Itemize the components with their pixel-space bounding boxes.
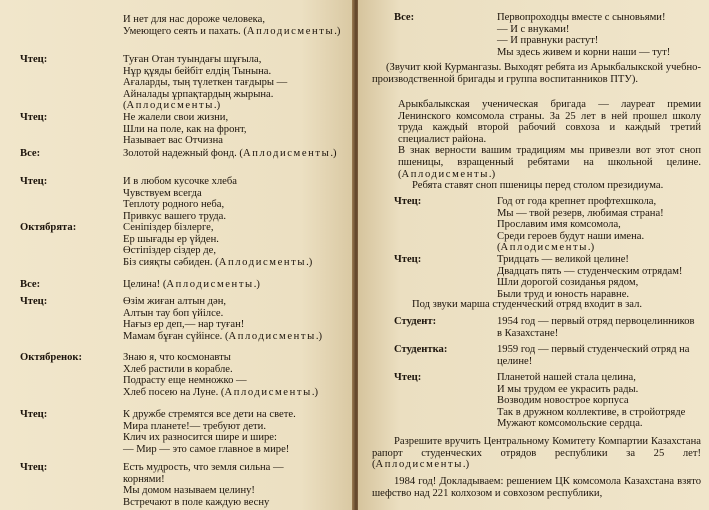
verse-text: Первопроходцы вместе с сыновьями! — И с внуками! — И правнуки растут! Мы здесь живем и корни наши — тут! xyxy=(497,12,671,58)
speaker-label: Студент: xyxy=(394,316,437,327)
verse-text: 1959 год — первый студенческий отряд на целине! xyxy=(497,344,690,367)
stage-direction: Под звуки марша студенческий отряд входит в зал. xyxy=(412,299,643,310)
speaker-label: Все: xyxy=(20,279,41,290)
speaker-label: Чтец: xyxy=(20,462,48,473)
verse-text: Знаю я, что космонавты Хлеб растили в корабле. Подрасту еще немножко — Хлеб посею на Луне. (Аплодисменты.) xyxy=(123,352,319,398)
speaker-label: Чтец: xyxy=(20,112,48,123)
speaker-label: Октябренок: xyxy=(20,352,83,363)
verse-text: К дружбе стремятся все дети на свете. Мира планете!— требуют дети. Клич их разносится шире и шире: — Мир — это самое главное в мире! xyxy=(123,409,296,455)
speech-paragraph: Арыкбалыкская ученическая бригада — лауреат премии Ленинского комсомола страны. За 25 лет в ней прошел школу труда каждый второй рабочий совхоза и каждый третий специалист района. В знак верности вашим традициям мы привезли вот этот сноп пшеницы, взращенный ребятами на школьной целине. (Аплодисменты.) xyxy=(398,99,701,180)
applause-cue: Аплодисменты xyxy=(500,242,588,254)
right-page xyxy=(358,0,709,510)
speaker-label: Чтец: xyxy=(20,176,48,187)
speaker-label: Чтец: xyxy=(20,296,48,307)
applause-cue: Аплодисменты xyxy=(126,100,214,112)
verse-text: Планетой нашей стала целина, И мы трудом ее украсить рады. Возводим новострое корпуса Так в дружном коллективе, в стройотряде Мужают комсомольские сердца. xyxy=(497,372,686,430)
verse-text: Не жалели свои жизни, Шли на поле, как на фронт, Называет вас Отчизна xyxy=(123,112,247,147)
verse-text: Золотой надежный фонд. (Аплодисменты.) xyxy=(123,148,337,159)
speech-paragraph: 1984 год! Докладываем: решением ЦК комсомола Казахстана взято шефство над 221 колхозом и совхозом республики, xyxy=(372,476,701,499)
speech-paragraph: Разрешите вручить Центральному Комитету Компартии Казахстана рапорт студенческих отрядов республики за 25 лет! (Аплодисменты.) xyxy=(372,436,701,471)
applause-cue: Аплодисменты xyxy=(224,386,312,398)
verse-text: Тридцать — великой целине! Двадцать пять — студенческим отрядам! Шли дорогой созиданья рядом, Были труд и юность наравне. xyxy=(497,254,683,300)
applause-cue: Аплодисменты xyxy=(218,256,307,268)
speaker-label: Чтец: xyxy=(20,54,48,65)
verse-text: И в любом кусочке хлеба Чувствуем всегда Теплоту родного неба, Привкус вашего труда. xyxy=(123,176,237,222)
applause-cue: Аплодисменты xyxy=(228,330,316,342)
stage-direction: Ребята ставят сноп пшеницы перед столом президиума. xyxy=(412,180,664,191)
verse-text: Туған Отан туындағы шұғыла, Нұр құяды бейбіт елдің Тынына. Ағаларды, тың түлеткен тағдыры — Айналады ұрпақтардың жырына. (Аплодисменты.) xyxy=(123,54,288,112)
speaker-label: Чтец: xyxy=(20,409,48,420)
verse-text: Целина! (Аплодисменты.) xyxy=(123,279,260,290)
speaker-label: Октябрята: xyxy=(20,222,77,233)
applause-cue: Аплодисменты xyxy=(401,168,489,180)
verse-text: Есть мудрость, что земля сильна — корнями! Мы домом называем целину! Встречают в поле каждую весну xyxy=(123,462,284,508)
verse-text: Өзім жиған алтын дән, Алтын тау боп үйілсе. Нағыз ер деп,— нар туған! Мамам бұған сүйінсе. (Аплодисменты.) xyxy=(123,296,323,342)
speaker-label: Студентка: xyxy=(394,344,448,355)
speaker-label: Все: xyxy=(20,148,41,159)
applause-cue: Аплодисменты xyxy=(375,459,463,471)
verse-text: 1954 год — первый отряд первоцелинников в Казахстане! xyxy=(497,316,695,339)
verse-text: Год от года крепнет профтехшкола, Мы — твой резерв, любимая страна! Прославим имя комсомола, Среди героев будут наши имена. (Аплодисменты.) xyxy=(497,196,664,254)
speaker-label: Чтец: xyxy=(394,372,422,383)
applause-cue: Аплодисменты xyxy=(166,279,254,290)
applause-cue: Аплодисменты xyxy=(246,25,335,37)
speaker-label: Все: xyxy=(394,12,415,23)
speaker-label: Чтец: xyxy=(394,254,422,265)
speaker-label: Чтец: xyxy=(394,196,422,207)
verse-text: Сеніпіздер бізлерге, Ер шығады ер үйден. Өстіпіздер сіздер де, Біз сияқты сәбиден. (Аплодисменты.) xyxy=(123,222,313,268)
stage-direction: (Звучит кюй Курмангазы. Выходят ребята из Арыкбалыкской учебно-производственной бригады и группа воспитанников ПТУ). xyxy=(372,62,701,85)
applause-cue: Аплодисменты xyxy=(242,148,331,159)
left-page xyxy=(0,0,354,510)
verse-text: И нет для нас дороже человека, Умеющего сеять и пахать. (Аплодисменты.) xyxy=(123,14,341,37)
